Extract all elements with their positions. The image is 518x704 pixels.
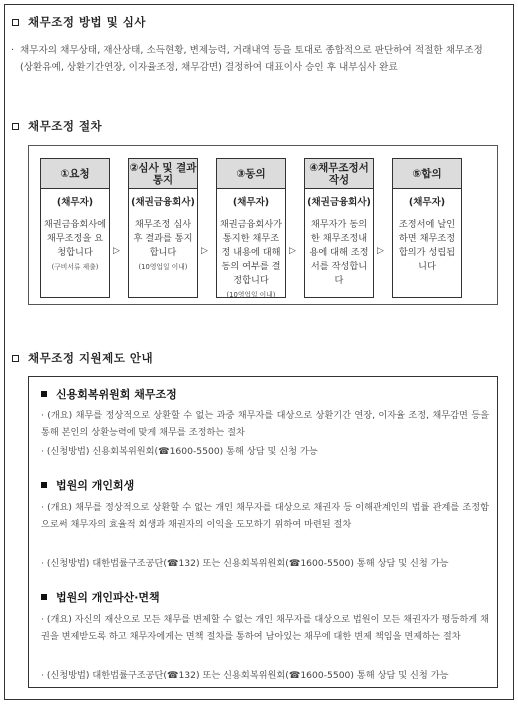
step-head: ③동의 xyxy=(217,159,285,189)
step-desc: 채무자가 동의한 채무조정내용에 대해 조정서를 작성합니다 xyxy=(309,219,369,286)
program-apply: · (신청방법) 신용회복위원회(☎1600-5500) 통해 상담 및 신청 가능 xyxy=(41,446,318,457)
step-desc: 채무조정 심사 후 결과를 통지합니다 xyxy=(133,219,193,258)
program-title-text: 신용회복위원회 채무조정 xyxy=(56,388,177,401)
program-title xyxy=(41,477,134,493)
square-bullet-icon xyxy=(12,355,19,362)
step-actor: (채무자) xyxy=(56,197,94,208)
section-title-support xyxy=(12,350,153,366)
step-consent xyxy=(216,158,286,298)
step-head: ②심사 및 결과통지 xyxy=(129,159,197,189)
program-title-text: 법원의 개인회생 xyxy=(56,479,135,492)
square-bullet-icon xyxy=(12,123,19,130)
arrow-right-icon: ▷ xyxy=(113,246,120,256)
black-square-bullet-icon xyxy=(41,594,47,600)
program-title xyxy=(41,589,160,605)
step-actor: (채권금융회사) xyxy=(307,197,371,208)
step-note: (10영업일 이내) xyxy=(138,263,188,271)
step-head: ④채무조정서 작성 xyxy=(305,159,373,189)
step-actor: (채권금융회사) xyxy=(131,197,195,208)
section1-text: 채무자의 채무상태, 재산상태, 소득현황, 변제능력, 거래내역 등을 토대로 종합적으로 판단하여 적절한 채무조정 (상환유예, 상환기간연장, 이자율조정, 채무감면) 결정하여 대표이사 승인 후 내부심사 완료 xyxy=(20,45,483,73)
support-programs-box xyxy=(28,376,498,688)
program-overview: · (개요) 채무를 정상적으로 상환할 수 없는 과중 채무자를 대상으로 상환기간 연장, 이자율 조정, 채무감면 등을 통해 본인의 상환능력에 맞게 채무를 조정하는 절차 xyxy=(41,410,489,438)
step-request xyxy=(40,158,110,298)
step-desc: 채권금융회사가 통지한 채무조정 내용에 대해 동의 여부를 결정합니다 xyxy=(219,219,283,286)
step-actor: (채무자) xyxy=(232,197,270,208)
step-desc: 채권금융회사에 채무조정을 요청합니다 xyxy=(43,219,107,258)
program-overview: · (개요) 자신의 재산으로 모든 채무를 변제할 수 없는 개인 채무자를 대상으로 법원이 모든 채권자가 평등하게 채권을 변제받도록 하고 채무자에게는 면책 절차를 통하여 남아있는 채무에 대한 변제 책임을 면제하는 절차 xyxy=(41,614,489,642)
black-square-bullet-icon xyxy=(41,391,47,397)
step-desc: 조정서에 날인하면 채무조정 합의가 성립됩니다 xyxy=(398,219,456,272)
step-note: (10영업일 이내) xyxy=(226,291,276,299)
step-note: (구비서류 제출) xyxy=(51,263,99,271)
step-agreement xyxy=(392,158,462,298)
square-bullet-icon xyxy=(12,19,19,26)
arrow-right-icon: ▷ xyxy=(289,246,296,256)
section-title-procedure xyxy=(12,118,102,134)
step-head: ①요청 xyxy=(41,159,109,189)
section1-title: 채무조정 방법 및 심사 xyxy=(28,15,146,29)
section1-paragraph xyxy=(11,42,498,76)
arrow-right-icon: ▷ xyxy=(201,246,208,256)
program-apply: · (신청방법) 대한법률구조공단(☎132) 또는 신용회복위원회(☎1600-5500) 통해 상담 및 신청 가능 xyxy=(41,670,449,681)
program-overview: · (개요) 채무를 정상적으로 상환할 수 없는 개인 채무자를 대상으로 채권자 등 이해관계인의 법률 관계를 조정함으로써 채무자의 효율적 회생과 채권자의 이익을 도모하기 위하여 마련된 절차 xyxy=(41,502,489,530)
program-apply: · (신청방법) 대한법률구조공단(☎132) 또는 신용회복위원회(☎1600-5500) 통해 상담 및 신청 가능 xyxy=(41,558,449,569)
black-square-bullet-icon xyxy=(41,482,47,488)
section-title-method xyxy=(12,14,146,30)
step-head: ⑤합의 xyxy=(393,159,461,189)
section3-title: 채무조정 지원제도 안내 xyxy=(28,351,154,365)
section2-title: 채무조정 절차 xyxy=(28,119,103,133)
step-review xyxy=(128,158,198,298)
step-actor: (채무자) xyxy=(408,197,446,208)
arrow-right-icon: ▷ xyxy=(377,246,384,256)
step-write-agreement xyxy=(304,158,374,298)
dot-bullet: · xyxy=(11,45,15,56)
program-title-text: 법원의 개인파산·면책 xyxy=(56,591,160,604)
procedure-diagram xyxy=(28,145,498,305)
program-title xyxy=(41,386,177,402)
